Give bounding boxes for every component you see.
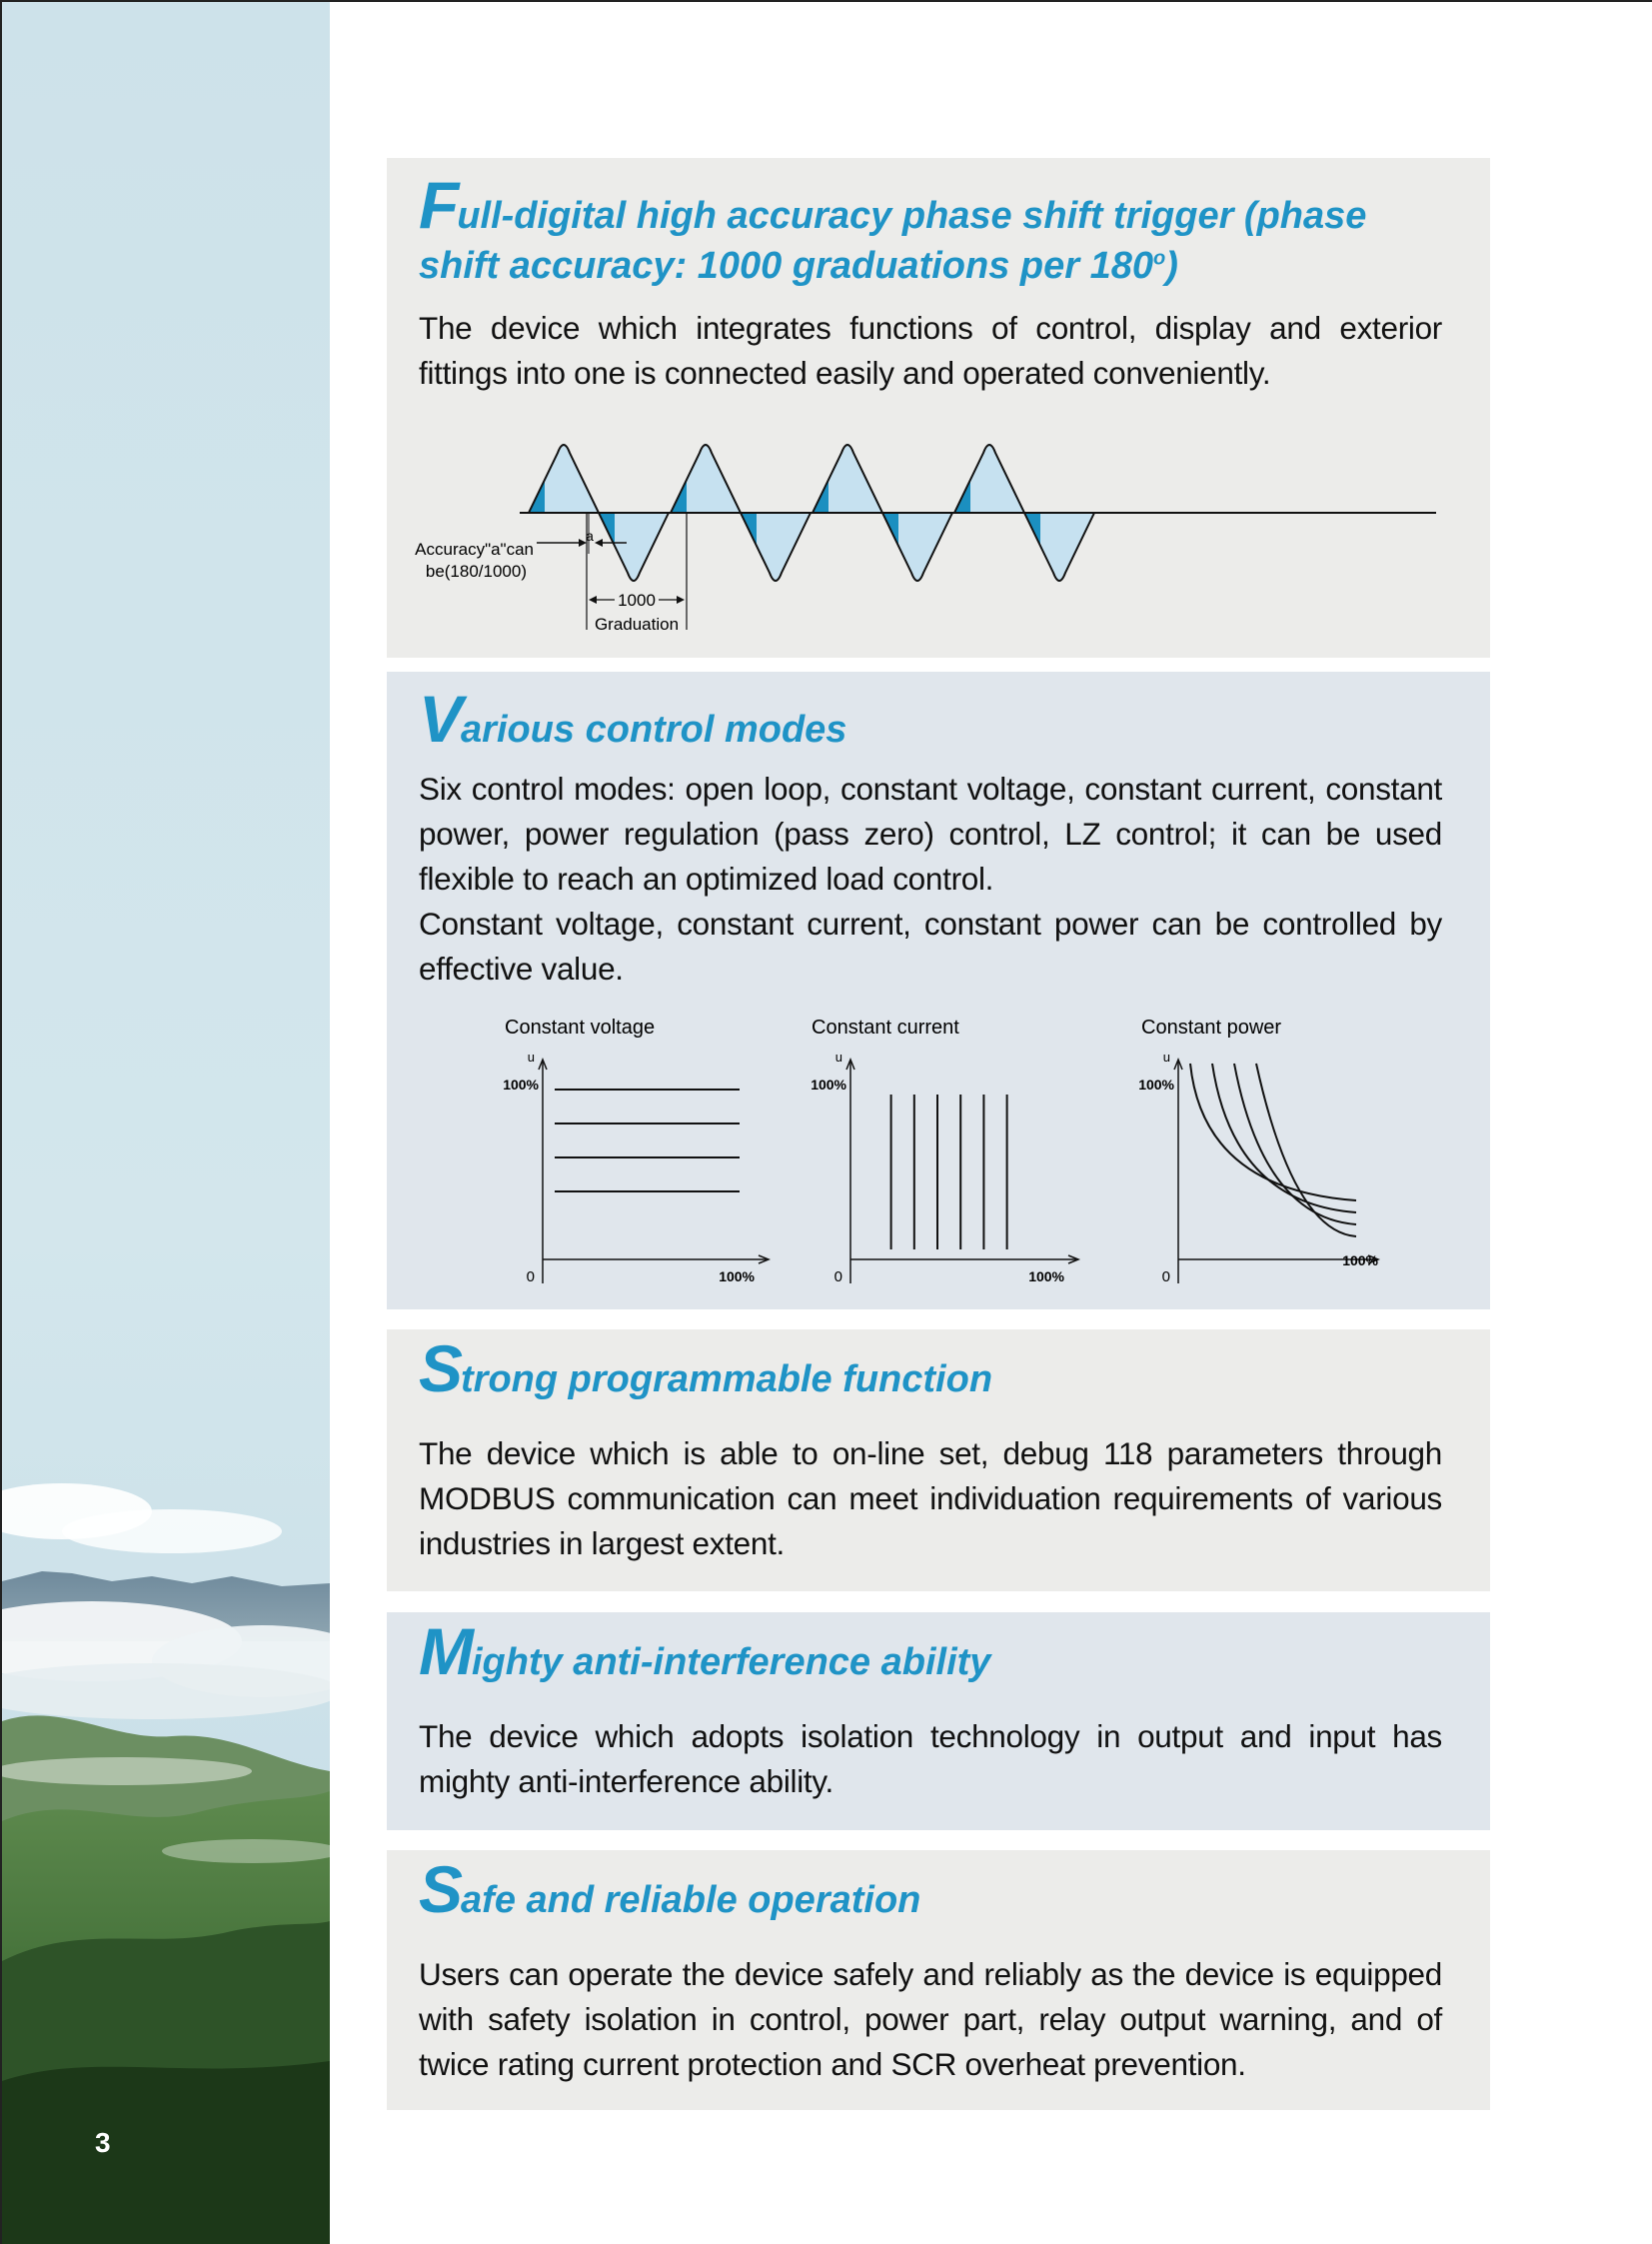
page-number: 3 [95,2127,111,2158]
body-paragraph: Users can operate the device safely and reliably as the device is equipped with safety isolation in control, power part, relay output warning, and of twice rating current protection and SCR overheat prevention. [419,1956,1442,2082]
section-body [419,1714,1442,1804]
section-anti-interference [387,1612,1490,1830]
plot-title: Constant power [1141,1017,1282,1039]
origin-label: 0 [526,1268,535,1285]
section-programmable [387,1329,1490,1591]
section-heading [419,1614,991,1688]
section-body [419,1952,1442,2087]
origin-label: 0 [1161,1268,1170,1285]
y-axis-label: u [834,1050,842,1065]
graduation-label: Graduation [594,615,680,634]
body-paragraph-1: Six control modes: open loop, constant voltage, constant current, constant power, power regulation (pass zero) control, LZ control; it can be used flexible to reach an optimized load control. [419,771,1442,897]
heading-line-1: ull-digital high accuracy phase shift trigger (phase [457,195,1367,237]
heading-text: arious control modes [461,709,847,751]
plot-constant-voltage [503,1017,769,1285]
constant-power-curve [1234,1064,1356,1224]
heading-close: ) [1165,245,1178,287]
x-max-label: 100% [1028,1268,1064,1284]
a-label: a [586,528,594,544]
phase-shift-waveform-diagram [387,158,1490,658]
side-landscape-strip [2,2,330,2244]
section-body [419,1431,1442,1566]
plot-title: Constant voltage [505,1017,656,1039]
heading-line-2: shift accuracy: 1000 graduations per 180 [419,245,1153,287]
section-phase-shift [387,158,1490,658]
plot-lines [1190,1064,1356,1236]
x-max-label: 100% [719,1268,755,1284]
plot-lines [891,1095,1007,1249]
body-paragraph: The device which is able to on-line set, debug 118 parameters through MODBUS communication can meet individuation requirements of various industries in largest extent. [419,1435,1442,1561]
mountain-landscape-image [2,2,330,2244]
heading-text: ighty anti-interference ability [471,1641,991,1683]
plot-constant-power [1138,1017,1378,1285]
accuracy-label-line-2: be(180/1000) [425,562,527,581]
plot-title: Constant current [812,1017,959,1039]
graduation-arrowhead-right [677,596,685,604]
x-max-label: 100% [1342,1252,1378,1268]
a-arrowhead [595,539,603,547]
heading-initial: V [419,682,462,756]
accuracy-label-line-1: Accuracy"a"can [415,540,534,559]
control-mode-plots [387,672,1490,1309]
heading-text: trong programmable function [461,1358,993,1400]
plot-lines [555,1090,740,1191]
body-paragraph: The device which integrates functions of control, display and exterior fittings into one is connected easily and operated conveniently. [419,310,1442,391]
section-heading [419,1331,993,1405]
section-safe-operation [387,1850,1490,2110]
body-paragraph: The device which adopts isolation technology in output and input has mighty anti-interference ability. [419,1718,1442,1799]
origin-label: 0 [833,1268,842,1285]
heading-initial: S [419,1852,462,1926]
y-max-label: 100% [1138,1077,1174,1093]
section-heading [419,1852,921,1926]
y-axis-label: u [527,1050,535,1065]
heading-text: afe and reliable operation [461,1879,921,1921]
constant-power-curve [1212,1064,1356,1212]
body-paragraph-2: Constant voltage, constant current, constant power can be controlled by effective value. [419,906,1442,987]
section-control-modes [387,672,1490,1309]
heading-initial: M [419,1614,472,1688]
y-max-label: 100% [503,1077,539,1093]
plot-constant-current [811,1017,1078,1285]
heading-initial: F [419,168,458,242]
degree-symbol: o [1153,247,1166,270]
y-axis-label: u [1162,1050,1170,1065]
graduation-value: 1000 [618,591,656,610]
graduation-arrowhead-left [589,596,597,604]
y-max-label: 100% [811,1077,846,1093]
heading-initial: S [419,1331,462,1405]
